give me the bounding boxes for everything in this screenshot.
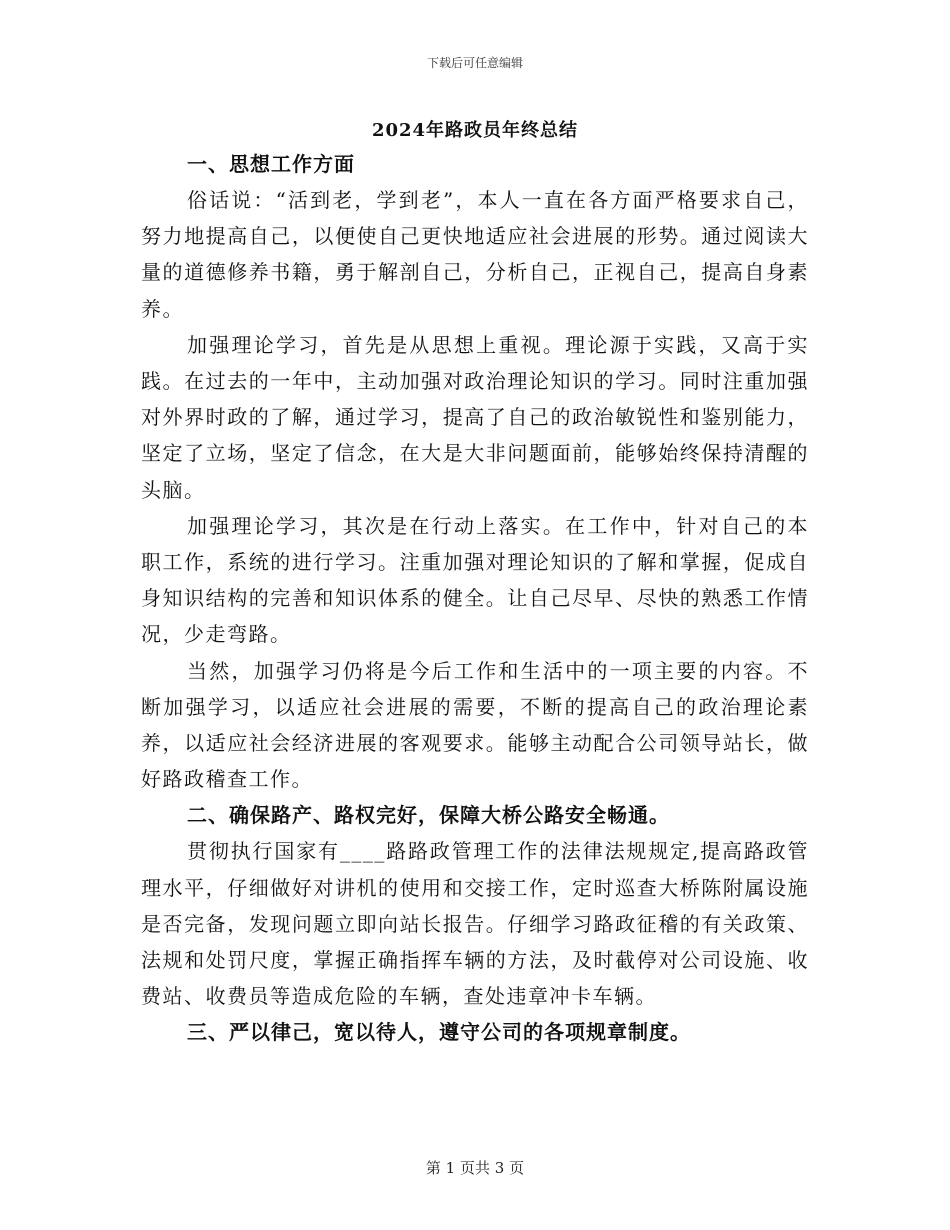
page-footer: 第 1 页共 3 页 [425, 1159, 525, 1177]
paragraph-4: 当然，加强学习仍将是今后工作和生活中的一项主要的内容。不断加强学习，以适应社会进展的需要，不断的提高自己的政治理论素养，以适应社会经济进展的客观要求。能够主动配合公司领导站长，做好路政稽查工作。 [141, 658, 809, 792]
document-title: 2024年路政员年终总结 [371, 120, 579, 141]
paragraph-1: 俗话说：“活到老，学到老”，本人一直在各方面严格要求自己，努力地提高自己，以便使自己更快地适应社会进展的形势。通过阅读大量的道德修养书籍，勇于解剖自己，分析自己，正视自己，提高自身素养。 [141, 188, 809, 321]
paragraph-5: 贯彻执行国家有____路路政管理工作的法律法规规定,提高路政管理水平，仔细做好对讲机的使用和交接工作，定时巡查大桥陈附属设施是否完备，发现问题立即向站长报告。仔细学习路政征稽的有关政策、法规和处罚尺度，掌握正确指挥车辆的方法，及时截停对公司设施、收费站、收费员等造成危险的车辆，查处违章冲卡车辆。 [141, 839, 809, 1009]
page-header: 下载后可任意编辑 [426, 56, 523, 70]
section-heading-1: 一、思想工作方面 [187, 152, 355, 176]
section-heading-2: 二、确保路产、路权完好，保障大桥公路安全畅通。 [187, 803, 670, 828]
document-body [141, 146, 809, 1050]
paragraph-2: 加强理论学习，首先是从思想上重视。理论源于实践，又高于实践。在过去的一年中，主动加强对政治理论知识的学习。同时注重加强对外界时政的了解，通过学习，提高了自己的政治敏锐性和鉴别能力，坚定了立场，坚定了信念，在大是大非问题面前，能够始终保持清醒的头脑。 [141, 332, 809, 502]
paragraph-3: 加强理论学习，其次是在行动上落实。在工作中，针对自己的本职工作，系统的进行学习。注重加强对理论知识的了解和掌握，促成自身知识结构的完善和知识体系的健全。让自己尽早、尽快的熟悉工作情况，少走弯路。 [141, 513, 809, 647]
section-heading-3: 三、严以律己，宽以待人，遵守公司的各项规章制度。 [187, 1020, 691, 1045]
